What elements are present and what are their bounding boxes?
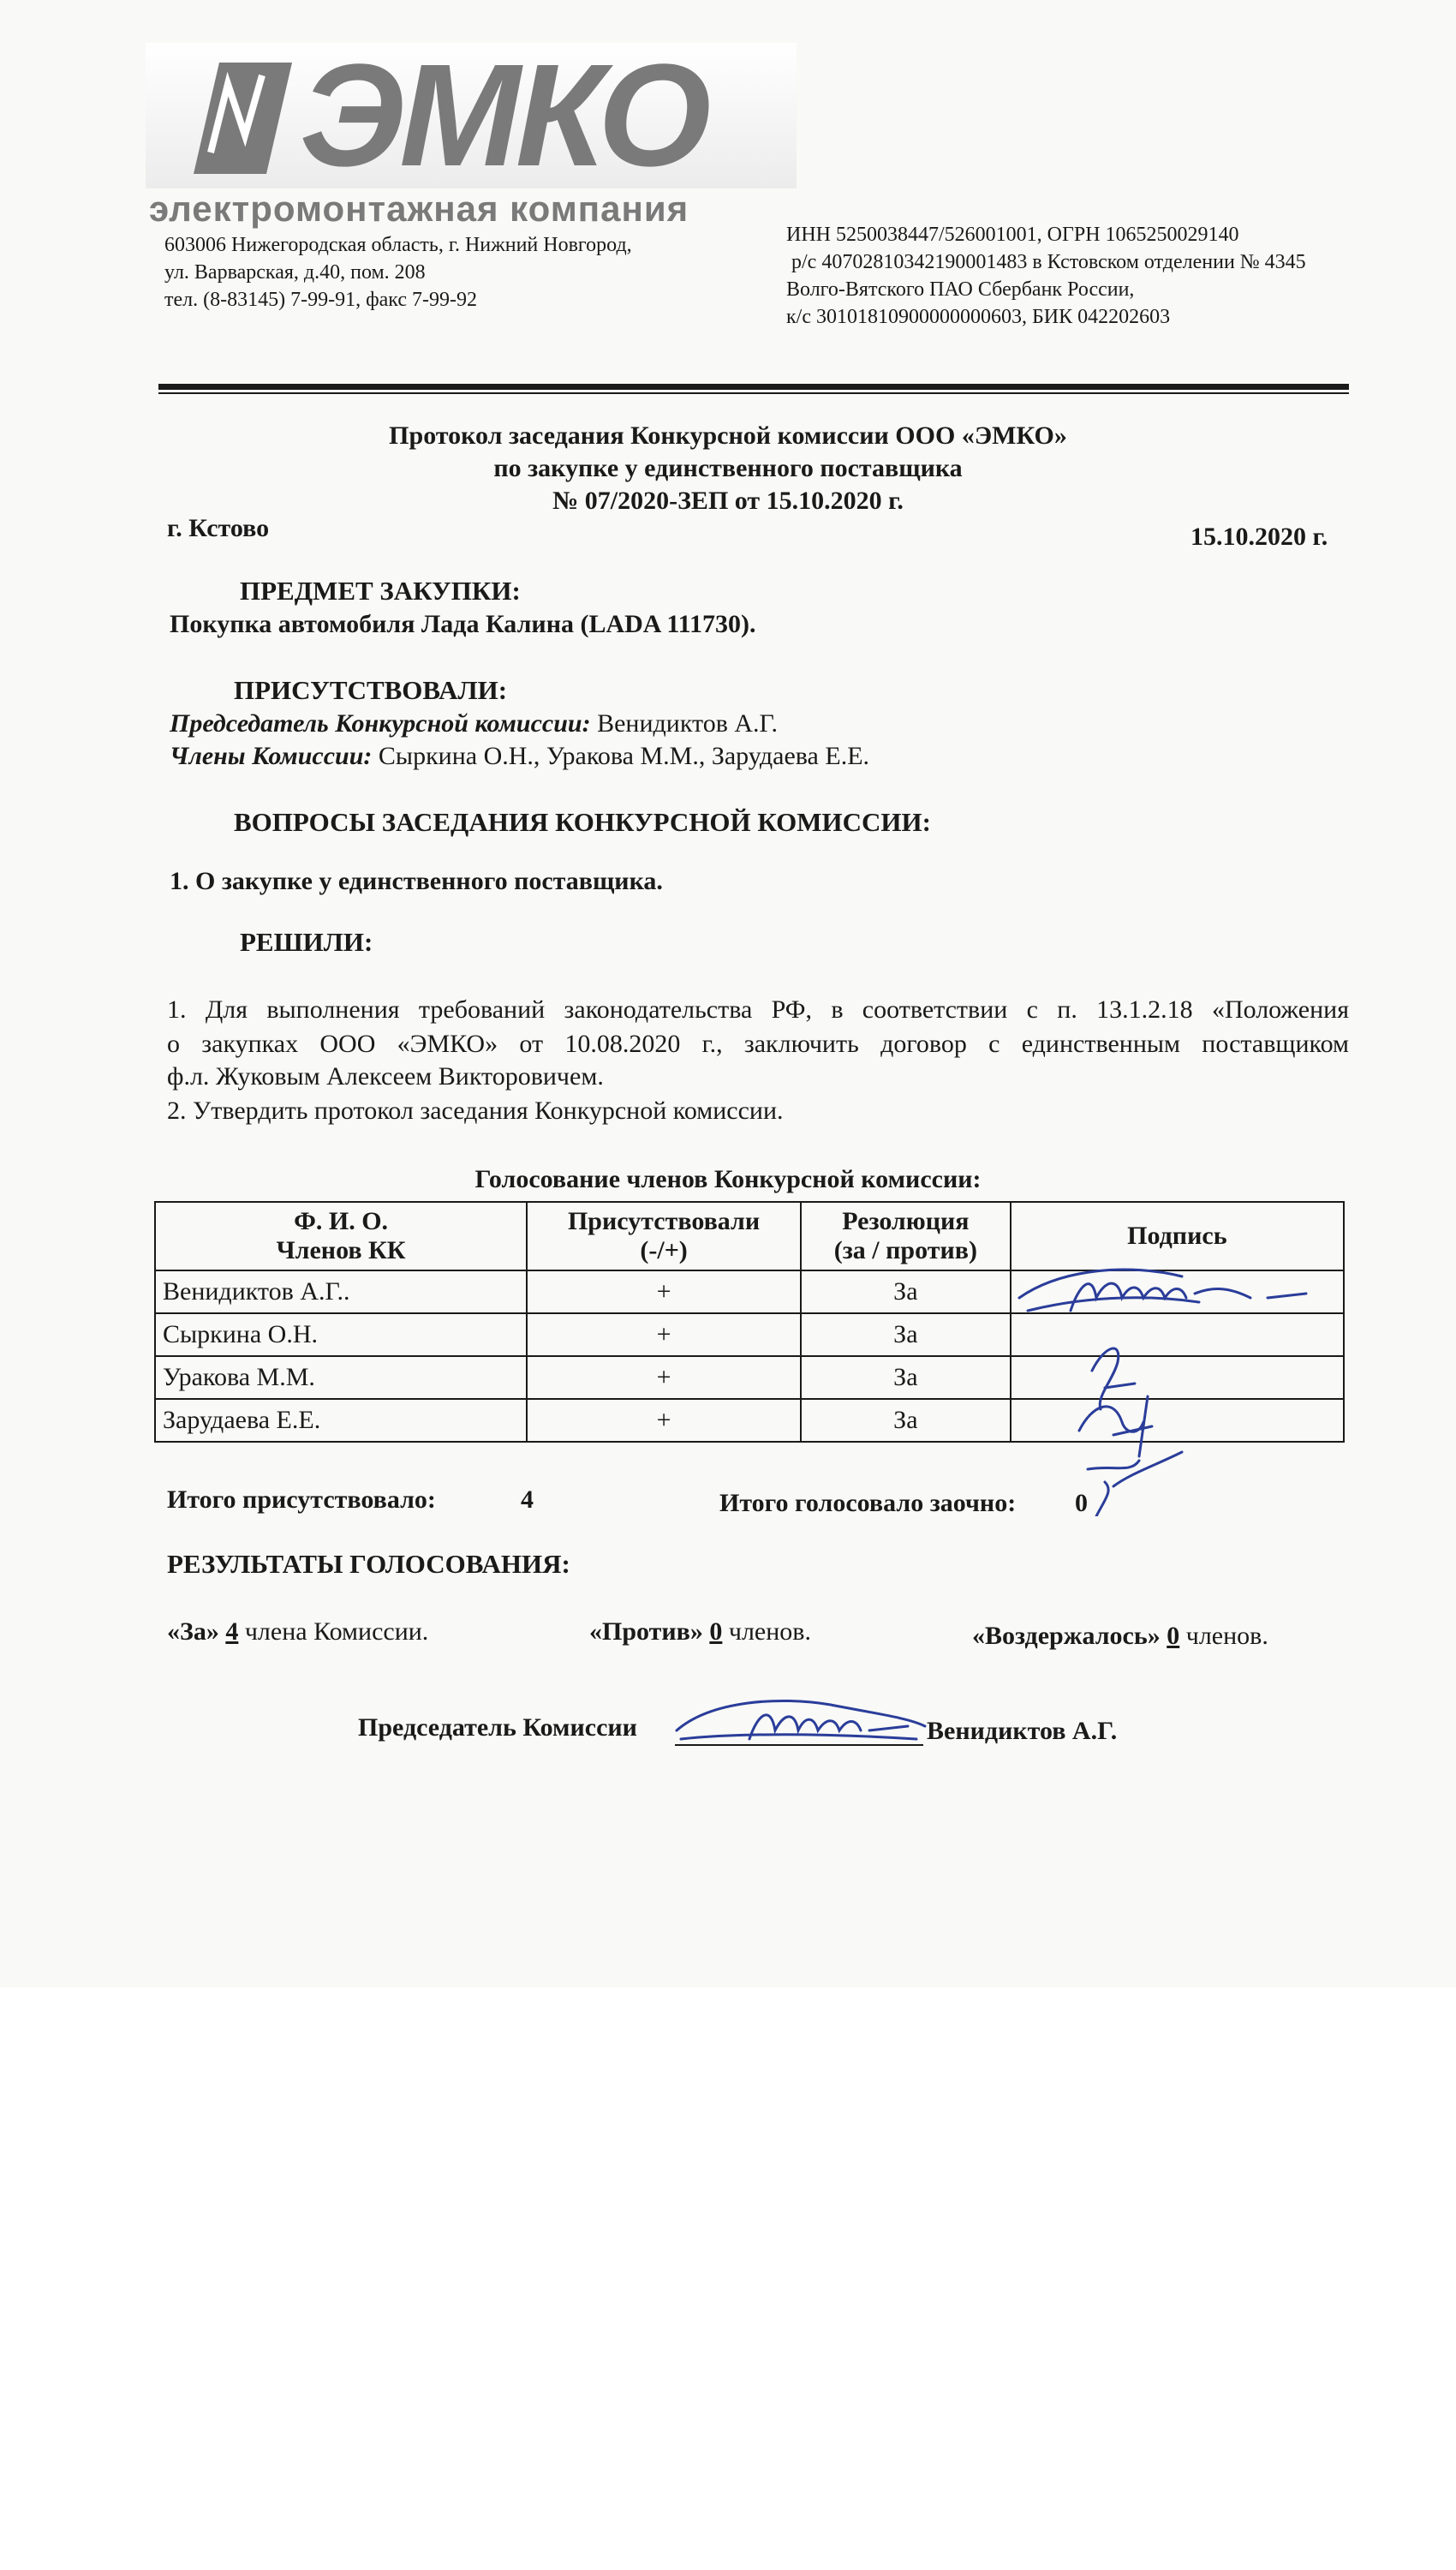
members-names: Сыркина О.Н., Уракова М.М., Зарудаева Е.Е. bbox=[378, 742, 870, 770]
doc-place: г. Кстово bbox=[167, 514, 270, 542]
total-present-label: Итого присутствовало: bbox=[167, 1485, 436, 1514]
decision-line: ф.л. Жуковым Алексеем Викторовичем. bbox=[167, 1062, 604, 1091]
member-resolution: За bbox=[801, 1356, 1011, 1399]
member-name: Венидиктов А.Г.. bbox=[155, 1270, 527, 1313]
bank-line: р/с 40702810342190001483 в Кстовском отделении № 4345 bbox=[791, 251, 1306, 273]
result-abstain bbox=[972, 1622, 1268, 1651]
signature-syrkina bbox=[1092, 1348, 1135, 1409]
total-remote-value: 0 bbox=[1075, 1489, 1088, 1517]
result-for bbox=[167, 1617, 428, 1647]
agenda-item: 1. О закупке у единственного поставщика. bbox=[170, 867, 663, 895]
signatures-drawing bbox=[1011, 1259, 1353, 1516]
address-line: тел. (8-83145) 7-99-91, факс 7-99-92 bbox=[164, 289, 477, 311]
decision-line: о закупках ООО «ЭМКО» от 10.08.2020 г., заключить договор с единственным поставщиком bbox=[167, 1030, 1349, 1058]
result-against-label: «Против» bbox=[589, 1617, 703, 1646]
result-against-value: 0 bbox=[709, 1617, 723, 1646]
member-present: + bbox=[527, 1313, 801, 1356]
member-present: + bbox=[527, 1399, 801, 1442]
member-resolution: За bbox=[801, 1270, 1011, 1313]
attendees-heading: ПРИСУТСТВОВАЛИ: bbox=[234, 675, 508, 705]
member-present: + bbox=[527, 1356, 801, 1399]
decision-line: 2. Утвердить протокол заседания Конкурсной комиссии. bbox=[167, 1097, 784, 1125]
total-present-value: 4 bbox=[521, 1485, 534, 1514]
member-name: Сыркина О.Н. bbox=[155, 1313, 527, 1356]
address-line: ул. Варварская, д.40, пом. 208 bbox=[164, 261, 426, 284]
voting-caption: Голосование членов Конкурсной комиссии: bbox=[474, 1165, 982, 1193]
members-line bbox=[170, 742, 869, 771]
address-line: 603006 Нижегородская область, г. Нижний Новгород, bbox=[164, 234, 632, 256]
chair-signature-label: Председатель Комиссии bbox=[358, 1713, 637, 1742]
results-heading: РЕЗУЛЬТАТЫ ГОЛОСОВАНИЯ: bbox=[167, 1549, 570, 1579]
col-header-name: Ф. И. О. Членов КК bbox=[155, 1202, 527, 1270]
company-logo bbox=[146, 34, 797, 229]
signature-urakova bbox=[1079, 1396, 1152, 1456]
total-remote-label: Итого голосовало заочно: bbox=[719, 1489, 1017, 1517]
col-header-signature: Подпись bbox=[1011, 1202, 1344, 1270]
result-against-suffix: членов. bbox=[728, 1617, 811, 1646]
subject-text: Покупка автомобиля Лада Калина (LADA 111730). bbox=[170, 610, 756, 638]
bank-details bbox=[786, 221, 1306, 331]
chair-line bbox=[170, 709, 778, 738]
doc-title: Протокол заседания Конкурсной комиссии ООО «ЭМКО» bbox=[389, 421, 1067, 450]
logo-mark-icon bbox=[176, 58, 296, 178]
logo-subtitle: электромонтажная компания bbox=[149, 188, 689, 229]
result-for-label: «За» bbox=[167, 1617, 219, 1646]
blank-area bbox=[0, 1987, 1456, 2570]
member-present: + bbox=[527, 1270, 801, 1313]
member-name: Уракова М.М. bbox=[155, 1356, 527, 1399]
col-header-present: Присутствовали (-/+) bbox=[527, 1202, 801, 1270]
header-divider-thin bbox=[158, 392, 1349, 394]
agenda-heading: ВОПРОСЫ ЗАСЕДАНИЯ КОНКУРСНОЙ КОМИССИИ: bbox=[234, 807, 931, 837]
doc-date: 15.10.2020 г. bbox=[1190, 523, 1328, 551]
chair-name: Венидиктов А.Г. bbox=[597, 709, 778, 738]
bank-line: ИНН 5250038447/526001001, ОГРН 1065250029140 bbox=[786, 224, 1239, 246]
result-for-value: 4 bbox=[225, 1617, 239, 1646]
member-resolution: За bbox=[801, 1313, 1011, 1356]
result-for-suffix: члена Комиссии. bbox=[244, 1617, 429, 1646]
result-abstain-suffix: членов. bbox=[1185, 1622, 1268, 1650]
company-address bbox=[164, 231, 632, 314]
doc-title-line2: по закупке у единственного поставщика bbox=[493, 454, 963, 482]
chair-label: Председатель Конкурсной комиссии: bbox=[170, 709, 591, 738]
logo-word: ЭМКО bbox=[300, 34, 707, 197]
member-resolution: За bbox=[801, 1399, 1011, 1442]
result-abstain-label: «Воздержалось» bbox=[972, 1622, 1161, 1650]
signature-zarudaeva bbox=[1088, 1452, 1182, 1516]
col-header-resolution: Резолюция (за / против) bbox=[801, 1202, 1011, 1270]
bank-line: Волго-Вятского ПАО Сбербанк России, bbox=[786, 278, 1135, 301]
result-against bbox=[589, 1617, 811, 1647]
member-name: Зарудаева Е.Е. bbox=[155, 1399, 527, 1442]
subject-heading: ПРЕДМЕТ ЗАКУПКИ: bbox=[240, 576, 521, 606]
header-divider-thick bbox=[158, 384, 1349, 390]
result-abstain-value: 0 bbox=[1167, 1622, 1180, 1650]
members-label: Члены Комиссии: bbox=[170, 742, 373, 770]
chair-signature-name: Венидиктов А.Г. bbox=[927, 1717, 1118, 1745]
signature-venidiktov bbox=[1019, 1270, 1306, 1311]
doc-number: № 07/2020-ЗЕП от 15.10.2020 г. bbox=[552, 487, 904, 515]
decided-heading: РЕШИЛИ: bbox=[240, 927, 373, 957]
bank-line: к/с 30101810900000000603, БИК 042202603 bbox=[786, 306, 1171, 328]
chair-signature-drawing bbox=[668, 1692, 942, 1756]
decision-line: 1. Для выполнения требований законодательства РФ, в соответствии с п. 13.1.2.18 «Положения bbox=[167, 995, 1349, 1024]
